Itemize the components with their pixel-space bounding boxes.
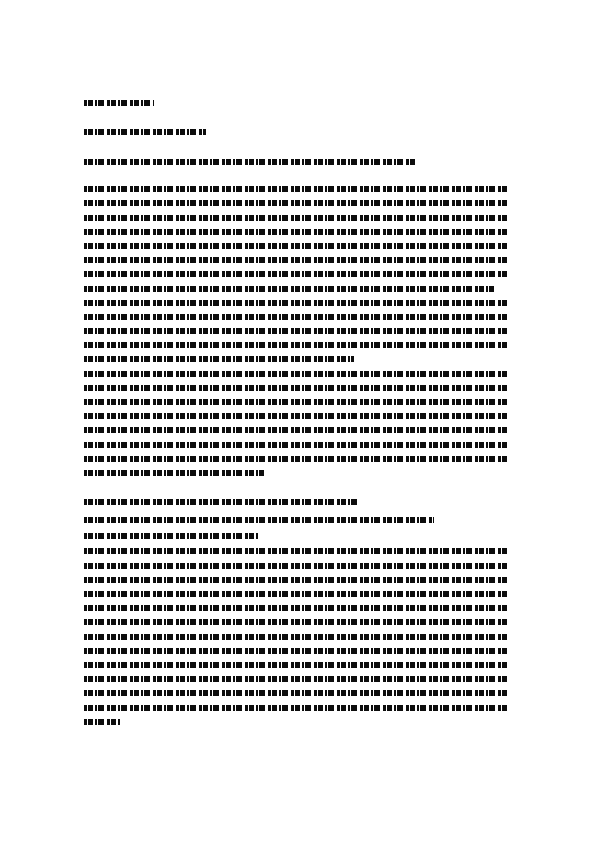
- text-line: [84, 413, 508, 419]
- text-line: [84, 328, 508, 334]
- paragraph-3-text: [0, 0, 1, 1]
- text-line: [84, 243, 508, 249]
- text-line: [84, 470, 264, 476]
- paragraph-2-text: [0, 0, 1, 1]
- text-line: [84, 342, 508, 348]
- text-line: [84, 634, 508, 640]
- text-line: [84, 499, 359, 505]
- text-line: [84, 229, 508, 235]
- text-line: [84, 385, 508, 391]
- text-line: [84, 257, 508, 263]
- text-line: [84, 215, 508, 221]
- text-line: [84, 648, 508, 654]
- text-line: [84, 705, 508, 711]
- text-line: [84, 662, 508, 668]
- text-line: [84, 186, 508, 192]
- text-line: [84, 427, 508, 433]
- text-line: [84, 442, 508, 448]
- text-line: [84, 577, 508, 583]
- text-line: [84, 456, 508, 462]
- text-line: [84, 314, 508, 320]
- paragraph-1-text: [0, 0, 1, 1]
- header-line-1: [84, 100, 154, 106]
- text-line: [84, 676, 508, 682]
- header-line-2: [84, 129, 206, 135]
- document-title-line: [84, 159, 417, 165]
- text-line: [84, 591, 508, 597]
- text-line: [84, 605, 508, 611]
- text-line: [84, 300, 508, 306]
- text-line: [84, 690, 508, 696]
- text-line: [84, 399, 508, 405]
- header-line-1-text: [0, 0, 1, 1]
- text-line: [84, 517, 434, 523]
- text-line: [84, 356, 354, 362]
- document-title-text: [0, 0, 1, 1]
- text-line: [84, 719, 120, 725]
- text-line: [84, 619, 508, 625]
- text-line: [84, 371, 508, 377]
- text-line: [84, 548, 508, 554]
- header-line-2-text: [0, 0, 1, 1]
- text-line: [84, 563, 508, 569]
- text-line: [84, 533, 259, 539]
- paragraph-4-text: [0, 0, 1, 1]
- text-line: [84, 271, 508, 277]
- text-line: [84, 200, 508, 206]
- text-line: [84, 286, 494, 292]
